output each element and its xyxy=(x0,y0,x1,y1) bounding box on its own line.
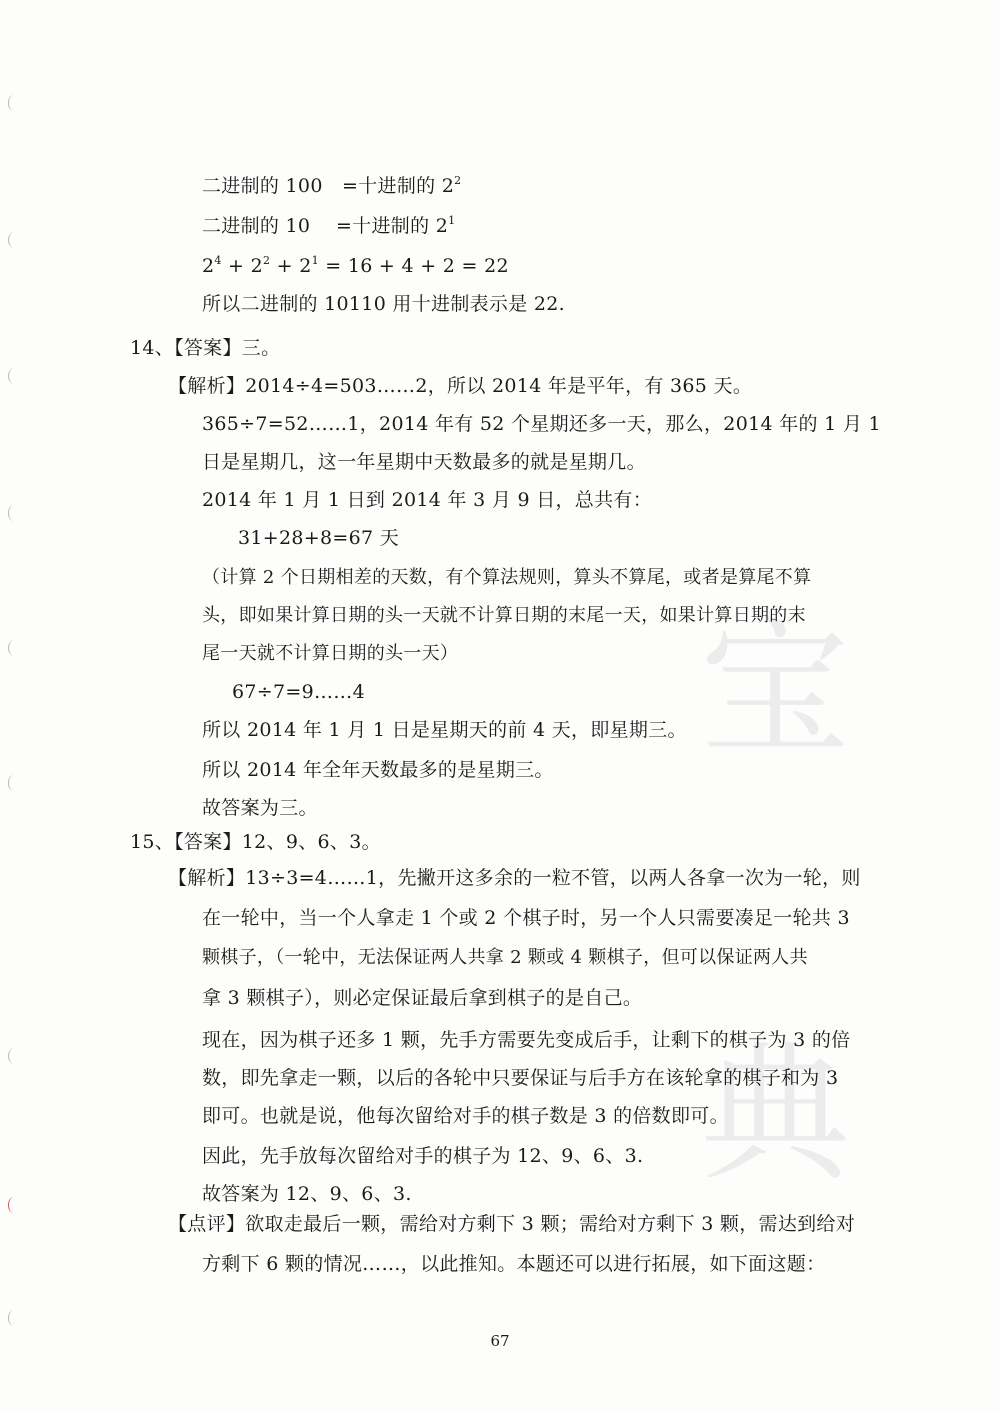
q14-line: 故答案为三。 xyxy=(202,797,318,819)
q14-answer: 14、【答案】三。 xyxy=(130,337,281,359)
watermark-char: 典 xyxy=(700,1028,851,1202)
binder-hole-mark xyxy=(8,232,19,248)
binder-hole-mark xyxy=(8,505,19,521)
binder-hole-mark xyxy=(8,1197,19,1213)
q15-comment: 【点评】欲取走最后一颗，需给对方剩下 3 颗；需给对方剩下 3 颗，需达到给对 xyxy=(168,1213,856,1235)
q14-note: 尾一天就不计算日期的头一天） xyxy=(202,643,459,664)
q15-answer: 15、【答案】12、9、6、3。 xyxy=(130,831,381,853)
binary-line-1: 二进制的 100 =十进制的 $2^2$ xyxy=(202,174,462,197)
q15-line: 数，即先拿走一颗，以后的各轮中只要保证与后手方在该轮拿的棋子和为 3 xyxy=(202,1067,839,1089)
q14-line: 31+28+8=67 天 xyxy=(238,527,400,549)
q15-analysis: 【解析】13÷3=4……1，先撇开这多余的一粒不管，以两人各拿一次为一轮，则 xyxy=(168,867,861,889)
watermark-char: 宝 xyxy=(700,603,851,777)
binder-hole-mark xyxy=(8,95,19,111)
q15-line: 颗棋子，（一轮中，无法保证两人共拿 2 颗或 4 颗棋子，但可以保证两人共 xyxy=(202,947,808,968)
q14-line: 365÷7=52……1，2014 年有 52 个星期还多一天，那么，2014 年的 1 月 1 xyxy=(202,413,881,435)
q15-comment: 方剩下 6 颗的情况……，以此推知。本题还可以进行拓展，如下面这题： xyxy=(202,1253,826,1275)
q14-line: 所以 2014 年 1 月 1 日是星期天的前 4 天，即星期三。 xyxy=(202,719,687,741)
q14-line: 67÷7=9……4 xyxy=(232,681,365,703)
binder-hole-mark xyxy=(8,640,19,656)
binder-hole-mark xyxy=(8,1048,19,1064)
q14-line: 日是星期几，这一年星期中天数最多的就是星期几。 xyxy=(202,451,646,473)
page-number: 67 xyxy=(490,1332,510,1350)
q15-line: 即可。也就是说，他每次留给对手的棋子数是 3 的倍数即可。 xyxy=(202,1105,729,1127)
q14-note: 头，即如果计算日期的头一天就不计算日期的末尾一天，如果计算日期的末 xyxy=(202,605,806,626)
binder-hole-mark xyxy=(8,775,19,791)
q15-line: 在一轮中，当一个人拿走 1 个或 2 个棋子时，另一个人只需要凑足一轮共 3 xyxy=(202,907,850,929)
binder-hole-mark xyxy=(8,368,19,384)
q14-note: （计算 2 个日期相差的天数，有个算法规则，算头不算尾，或者是算尾不算 xyxy=(202,567,812,588)
binary-line-2: 二进制的 10 =十进制的 $2^1$ xyxy=(202,214,456,237)
binary-conclusion: 所以二进制的 10110 用十进制表示是 22. xyxy=(202,293,565,315)
q14-analysis: 【解析】2014÷4=503……2，所以 2014 年是平年，有 365 天。 xyxy=(168,375,753,397)
q14-line: 2014 年 1 月 1 日到 2014 年 3 月 9 日，总共有： xyxy=(202,489,652,511)
binary-equation: $2^4 + 2^2 + 2^1 = 16 + 4 + 2 = 22$ xyxy=(202,254,509,277)
q15-line: 因此，先手放每次留给对手的棋子为 12、9、6、3. xyxy=(202,1145,644,1167)
q15-line: 现在，因为棋子还多 1 颗，先手方需要先变成后手，让剩下的棋子为 3 的倍 xyxy=(202,1029,851,1051)
q15-line: 故答案为 12、9、6、3. xyxy=(202,1183,412,1205)
q15-line: 拿 3 颗棋子），则必定保证最后拿到棋子的是自己。 xyxy=(202,987,643,1009)
q14-line: 所以 2014 年全年天数最多的是星期三。 xyxy=(202,759,554,781)
binder-hole-mark xyxy=(8,1310,19,1326)
